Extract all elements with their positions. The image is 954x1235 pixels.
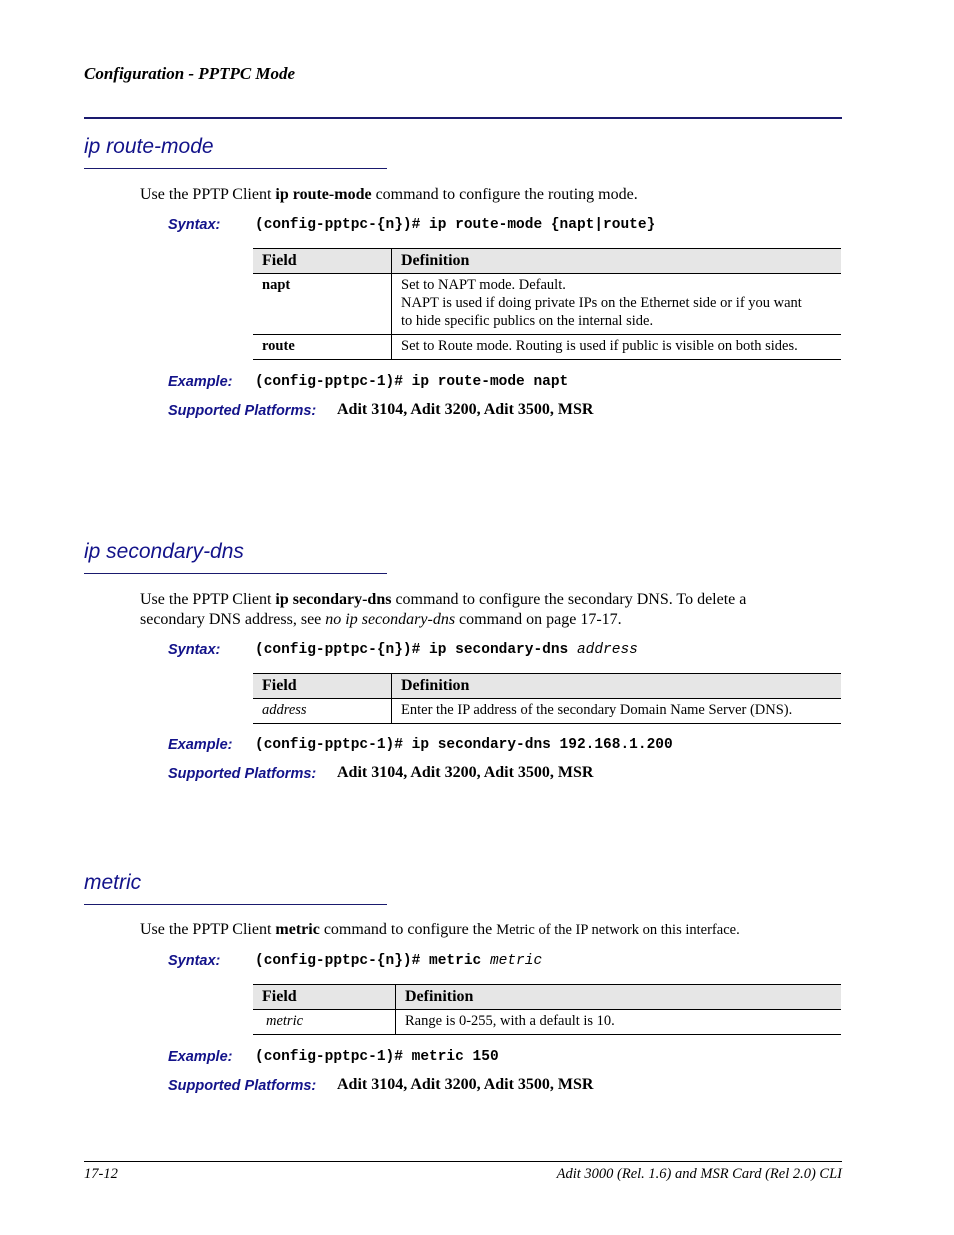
example-label: Example: (168, 1049, 233, 1065)
example-code: (config-pptpc-1)# metric 150 (255, 1049, 499, 1065)
section-title-ip-secondary-dns: ip secondary-dns (84, 540, 244, 563)
table-header-definition: Definition (392, 249, 842, 274)
footer-rule (84, 1161, 842, 1162)
definition-cell: Range is 0-255, with a default is 10. (396, 1010, 842, 1035)
section-rule (84, 168, 387, 169)
example-label: Example: (168, 737, 233, 753)
field-cell: napt (253, 274, 392, 335)
definition-cell: Enter the IP address of the secondary Domain Name Server (DNS). (392, 699, 842, 724)
table-row (253, 699, 841, 724)
document-title: Adit 3000 (Rel. 1.6) and MSR Card (Rel 2.0) CLI (556, 1166, 842, 1182)
definition-table (253, 248, 841, 360)
command-name: metric (275, 921, 320, 938)
syntax-label: Syntax: (168, 953, 221, 969)
section-description: Use the PPTP Client ip secondary-dns command to configure the secondary DNS. To delete a secondary DNS address, see no ip secondary-dns command on page 17-17. (140, 591, 747, 628)
field-cell: metric (253, 1010, 396, 1035)
table-header-field: Field (253, 249, 392, 274)
command-name: ip route-mode (275, 186, 372, 203)
syntax-label: Syntax: (168, 642, 221, 658)
section-description: Use the PPTP Client ip route-mode command to configure the routing mode. (140, 186, 638, 203)
table-row (253, 1010, 841, 1035)
running-header: Configuration - PPTPC Mode (84, 64, 296, 83)
definition-table (253, 984, 841, 1035)
section-rule (84, 904, 387, 905)
example-label: Example: (168, 374, 233, 390)
example-code: (config-pptpc-1)# ip secondary-dns 192.168.1.200 (255, 737, 673, 753)
platforms-list: Adit 3104, Adit 3200, Adit 3500, MSR (337, 401, 594, 418)
platforms-label: Supported Platforms: (168, 766, 317, 782)
field-cell: address (253, 699, 392, 724)
section-title-metric: metric (84, 871, 142, 894)
platforms-list: Adit 3104, Adit 3200, Adit 3500, MSR (337, 764, 594, 781)
platforms-list: Adit 3104, Adit 3200, Adit 3500, MSR (337, 1076, 594, 1093)
syntax-argument: metric (489, 953, 543, 969)
table-header-definition: Definition (392, 674, 842, 699)
cross-reference: no ip secondary-dns (325, 611, 456, 628)
definition-cell: Set to NAPT mode. Default. NAPT is used if doing private IPs on the Ethernet side or if you want to hide specific publics on the internal side. (392, 274, 842, 335)
table-row (253, 274, 841, 335)
syntax-code: (config-pptpc-{n})# ip secondary-dns address (255, 642, 638, 658)
syntax-argument: address (576, 642, 638, 658)
table-row (253, 335, 841, 360)
header-rule (84, 117, 842, 119)
example-code: (config-pptpc-1)# ip route-mode napt (255, 374, 569, 390)
page-number: 17-12 (84, 1166, 118, 1182)
command-name: ip secondary-dns (275, 591, 392, 608)
syntax-label: Syntax: (168, 217, 221, 233)
syntax-code: (config-pptpc-{n})# metric metric (255, 953, 543, 969)
table-header-field: Field (253, 674, 392, 699)
table-header-definition: Definition (396, 985, 842, 1010)
platforms-label: Supported Platforms: (168, 1078, 317, 1094)
section-description: Use the PPTP Client metric command to configure the Metric of the IP network on this interface. (140, 921, 740, 938)
field-cell: route (253, 335, 392, 360)
definition-cell: Set to Route mode. Routing is used if public is visible on both sides. (392, 335, 842, 360)
platforms-label: Supported Platforms: (168, 403, 317, 419)
table-header-field: Field (253, 985, 396, 1010)
definition-table (253, 673, 841, 724)
syntax-code: (config-pptpc-{n})# ip route-mode {napt|route} (255, 217, 656, 233)
section-title-ip-route-mode: ip route-mode (84, 135, 214, 158)
section-rule (84, 573, 387, 574)
